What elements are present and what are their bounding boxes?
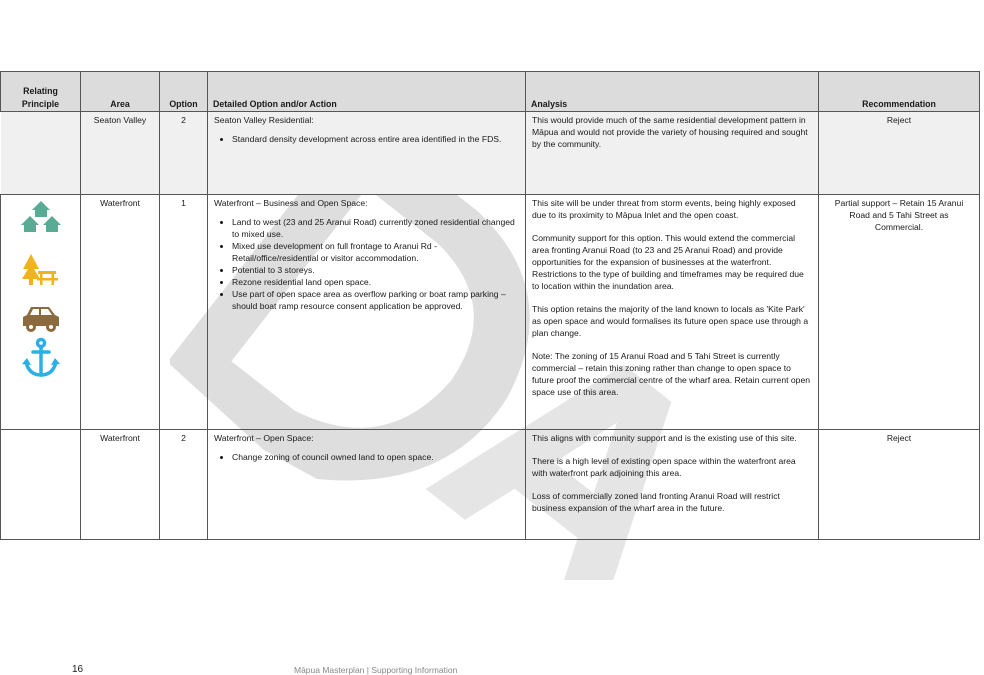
recommendation-cell: Reject xyxy=(819,430,980,540)
header-option: Option xyxy=(160,72,208,112)
detail-title: Seaton Valley Residential: xyxy=(214,115,314,125)
detail-cell xyxy=(208,112,526,195)
analysis-paragraph: There is a high level of existing open space within the waterfront area with waterfront park adjoining this area. xyxy=(532,456,796,479)
bullet-item: • Change zoning of council owned land to open space. xyxy=(232,451,519,463)
analysis-cell xyxy=(526,430,819,540)
bullet-item: • Rezone residential land open space. xyxy=(232,276,519,288)
analysis-paragraph: This would provide much of the same residential development pattern in Māpua and would not provide the variety of housing required and sought by the community. xyxy=(532,115,808,150)
area-cell: Seaton Valley xyxy=(81,112,160,195)
principle-cell xyxy=(1,195,81,430)
principle-icons xyxy=(7,197,74,379)
detail-title: Waterfront – Open Space: xyxy=(214,433,314,443)
analysis-cell xyxy=(526,112,819,195)
car-icon xyxy=(21,305,61,333)
bullet-item: • Mixed use development on full frontage to Aranui Rd - Retail/office/residential or visitor accommodation. xyxy=(232,240,519,264)
analysis-cell xyxy=(526,195,819,430)
houses-icon xyxy=(20,199,62,239)
detail-title: Waterfront – Business and Open Space: xyxy=(214,198,368,208)
option-cell: 2 xyxy=(160,112,208,195)
table-row xyxy=(1,195,980,430)
principle-cell xyxy=(1,430,81,540)
area-cell: Waterfront xyxy=(81,430,160,540)
anchor-icon xyxy=(21,337,61,379)
table-row xyxy=(1,112,980,195)
header-detailed-option: Detailed Option and/or Action xyxy=(208,72,526,112)
table-header-row xyxy=(1,72,980,112)
bullet-item: • Potential to 3 storeys. xyxy=(232,264,519,276)
area-cell: Waterfront xyxy=(81,195,160,430)
analysis-paragraph: This aligns with community support and is the existing use of this site. xyxy=(532,433,797,443)
option-cell: 2 xyxy=(160,430,208,540)
bullet-item: • Standard density development across entire area identified in the FDS. xyxy=(232,133,519,145)
analysis-paragraph: Community support for this option. This would extend the commercial area fronting Aranui Road (to 23 and 25 Aranui Road) and provide opportunities for the expansion of businesses at the waterfront. Restrictions to the type of building and timeframes may be required due to location within the inundation area. xyxy=(532,233,804,292)
detail-cell xyxy=(208,430,526,540)
picnic-tree-icon xyxy=(21,253,61,287)
header-recommendation: Recommendation xyxy=(819,72,980,112)
table-row xyxy=(1,430,980,540)
header-analysis: Analysis xyxy=(526,72,819,112)
analysis-paragraph: This option retains the majority of the land known to locals as 'Kite Park' as open space and would formalises its future open space use through a plan change. xyxy=(532,304,809,339)
detail-bullets xyxy=(214,133,519,145)
bullet-item: • Land to west (23 and 25 Aranui Road) currently zoned residential changed to mixed use. xyxy=(232,216,519,240)
bullet-item: • Use part of open space area as overflow parking or boat ramp parking – should boat ramp resource consent application be approved. xyxy=(232,288,519,312)
analysis-paragraph: Note: The zoning of 15 Aranui Road and 5 Tahi Street is currently commercial – retain this zoning rather than change to open space to future proof the commercial centre of the wharf area. Retain current open space use of this area. xyxy=(532,351,811,398)
page-number: 16 xyxy=(72,664,84,675)
detail-bullets xyxy=(214,451,519,463)
header-relating-principle: Relating Principle xyxy=(1,72,81,112)
detail-cell xyxy=(208,195,526,430)
footer-document-title: Māpua Masterplan | Supporting Information xyxy=(294,665,458,675)
detail-bullets xyxy=(214,216,519,312)
recommendation-cell: Reject xyxy=(819,112,980,195)
header-area: Area xyxy=(81,72,160,112)
options-table xyxy=(0,71,980,540)
principle-cell xyxy=(1,112,81,195)
analysis-paragraph: Loss of commercially zoned land fronting Aranui Road will restrict business expansion of the wharf area in the future. xyxy=(532,491,780,514)
analysis-paragraph: This site will be under threat from storm events, being highly exposed due to its proximity to Māpua Inlet and the open coast. xyxy=(532,198,796,221)
option-cell: 1 xyxy=(160,195,208,430)
recommendation-cell: Partial support – Retain 15 Aranui Road and 5 Tahi Street as Commercial. xyxy=(819,195,980,430)
